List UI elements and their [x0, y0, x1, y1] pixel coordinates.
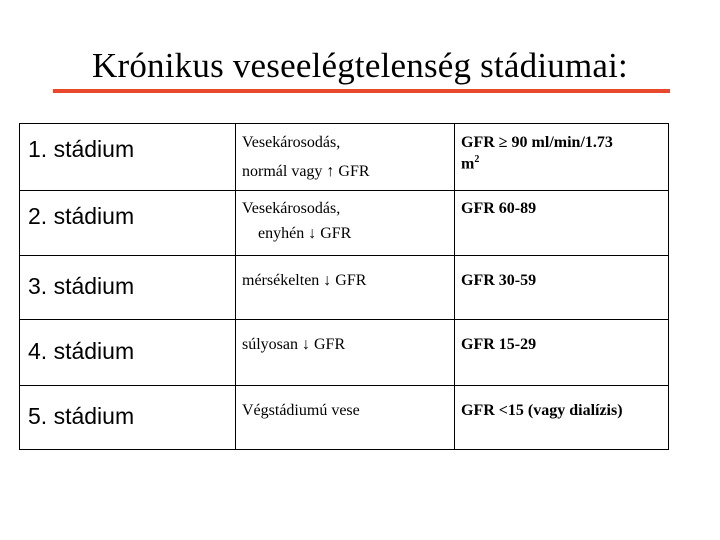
description-line: Végstádiumú vese	[242, 402, 360, 419]
stage-label: 1. stádium	[28, 136, 135, 162]
gfr-value: GFR 30-59	[461, 272, 537, 289]
gfr-cell	[455, 191, 669, 256]
gfr-value-unit	[455, 152, 668, 173]
table-row	[20, 256, 669, 320]
description-line: enyhén ↓ GFR	[258, 225, 352, 242]
table-row	[20, 124, 669, 191]
stage-cell	[20, 256, 236, 320]
gfr-value: GFR 15-29	[461, 336, 537, 353]
description-cell	[236, 256, 455, 320]
description-cell	[236, 320, 455, 386]
gfr-unit: m	[461, 155, 475, 173]
gfr-unit-exponent: 2	[474, 154, 480, 165]
gfr-cell	[455, 124, 669, 191]
gfr-cell	[455, 386, 669, 450]
gfr-value: GFR <15 (vagy dialízis)	[461, 402, 623, 419]
description-line: Vesekárosodás,	[242, 134, 341, 151]
page-title: Krónikus veseelégtelenség stádiumai:	[92, 46, 628, 85]
description-line: Vesekárosodás,	[242, 200, 341, 217]
stage-cell	[20, 191, 236, 256]
gfr-value: GFR ≥ 90 ml/min/1.73	[461, 134, 613, 151]
stage-label: 5. stádium	[28, 403, 135, 429]
description-line: súlyosan ↓ GFR	[242, 336, 346, 353]
stage-cell	[20, 386, 236, 450]
stage-cell	[20, 320, 236, 386]
description-cell	[236, 191, 455, 256]
title-underline	[53, 89, 670, 93]
description-cell	[236, 124, 455, 191]
stage-label: 3. stádium	[28, 273, 135, 299]
stage-label: 2. stádium	[28, 203, 135, 229]
table-row	[20, 191, 669, 256]
table-row	[20, 320, 669, 386]
stages-table	[19, 123, 669, 450]
stage-label: 4. stádium	[28, 338, 135, 364]
gfr-cell	[455, 320, 669, 386]
table-row	[20, 386, 669, 450]
stage-cell	[20, 124, 236, 191]
description-line: normál vagy ↑ GFR	[242, 163, 370, 180]
description-line: mérsékelten ↓ GFR	[242, 272, 367, 289]
gfr-cell	[455, 256, 669, 320]
gfr-value: GFR 60-89	[461, 200, 537, 217]
description-cell	[236, 386, 455, 450]
